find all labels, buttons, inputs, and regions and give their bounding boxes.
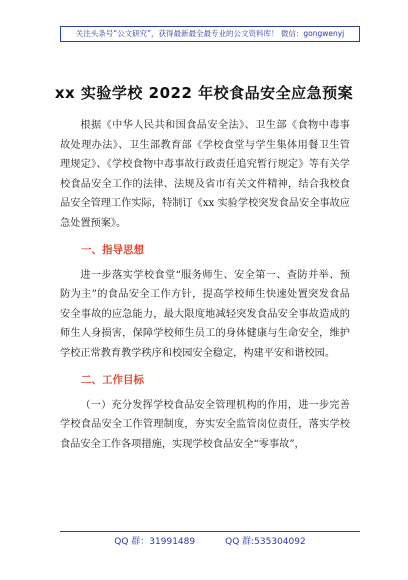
footer-divider — [60, 531, 360, 532]
work-goals-paragraph: （一）充分发挥学校食品安全管理机构的作用，进一步完善学校食品安全工作管理制度，夯实安全监管岗位责任，落实学校食品安全工作各项措施，实现学校食品安全“零事故”， — [60, 399, 350, 450]
intro-paragraph: 根据《中华人民共和国食品安全法》、卫生部《食物中毒事故处理办法》、卫生部教育部《学校食堂与学生集体用餐卫生管理规定》、《学校食物中毒事故行政责任追究暂行规定》等有关学校食品安全工作的法律、法规及省市有关文件精神，结合我校食品安全管理工作实际，特制订《xx 实验学校突发食品安全事故应急处置预案》。 — [60, 120, 350, 229]
footer-qq-right: QQ 群:535304092 — [225, 537, 306, 547]
footer-qq-left: QQ 群：31991489 — [114, 537, 196, 547]
section-heading-work-goals: 二、工作目标 — [81, 373, 144, 386]
document-body — [60, 116, 350, 454]
document-title: xx 实验学校 2022 年校食品安全应急预案 — [54, 84, 354, 102]
header-banner-text: 关注头条号“公文研究”，获得最新最全最专业的公文资料库！ 微信：gongwenyj — [75, 29, 345, 38]
section-heading-guiding-ideology: 一、指导思想 — [81, 243, 144, 256]
guiding-ideology-paragraph: 进一步落实学校食堂“服务师生、安全第一、查防并举、预防为主”的食品安全工作方针，提高学校师生快速处置突发食品安全事故的应急能力，最大限度地减轻突发食品安全事故造成的师生人身损害，保障学校师生员工的身体健康与生命安全，维护学校正常教育教学秩序和校园安全稳定，构建平安和谐校园。 — [60, 269, 350, 359]
footer — [60, 534, 360, 547]
header-banner — [60, 26, 360, 42]
